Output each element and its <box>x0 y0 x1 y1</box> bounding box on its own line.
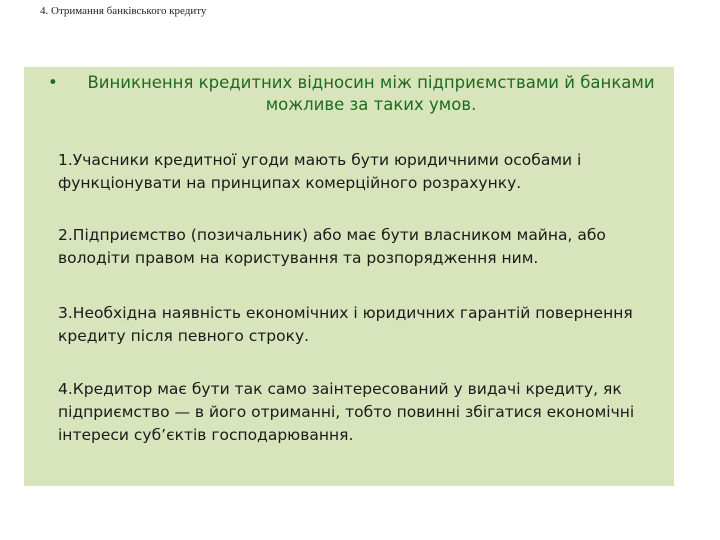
condition-item-4: 4.Кредитор має бути так само заінтересований у видачі кредиту, як підприємство — в його отриманні, тобто повинні збігатися економічні інтереси суб’єктів господарювання. <box>58 380 635 444</box>
condition-item-2: 2.Підприємство (позичальник) або має бути власником майна, або володіти правом на користування та розпорядження ним. <box>58 226 606 267</box>
condition-item-3: 3.Необхідна наявність економічних і юридичних гарантій повернення кредиту після певного строку. <box>58 304 633 345</box>
intro-text: Виникнення кредитних відносин між підприємствами й банками можливе за таких умов. <box>87 73 655 114</box>
condition-item-1: 1.Учасники кредитної угоди мають бути юридичними особами і функціонувати на принципах комерційного розрахунку. <box>58 151 582 192</box>
intro-bullet <box>48 72 668 116</box>
bullet-icon: • <box>48 73 58 92</box>
content-panel <box>24 67 674 486</box>
slide-header-title: 4. Отримання банківського кредиту <box>40 5 207 17</box>
